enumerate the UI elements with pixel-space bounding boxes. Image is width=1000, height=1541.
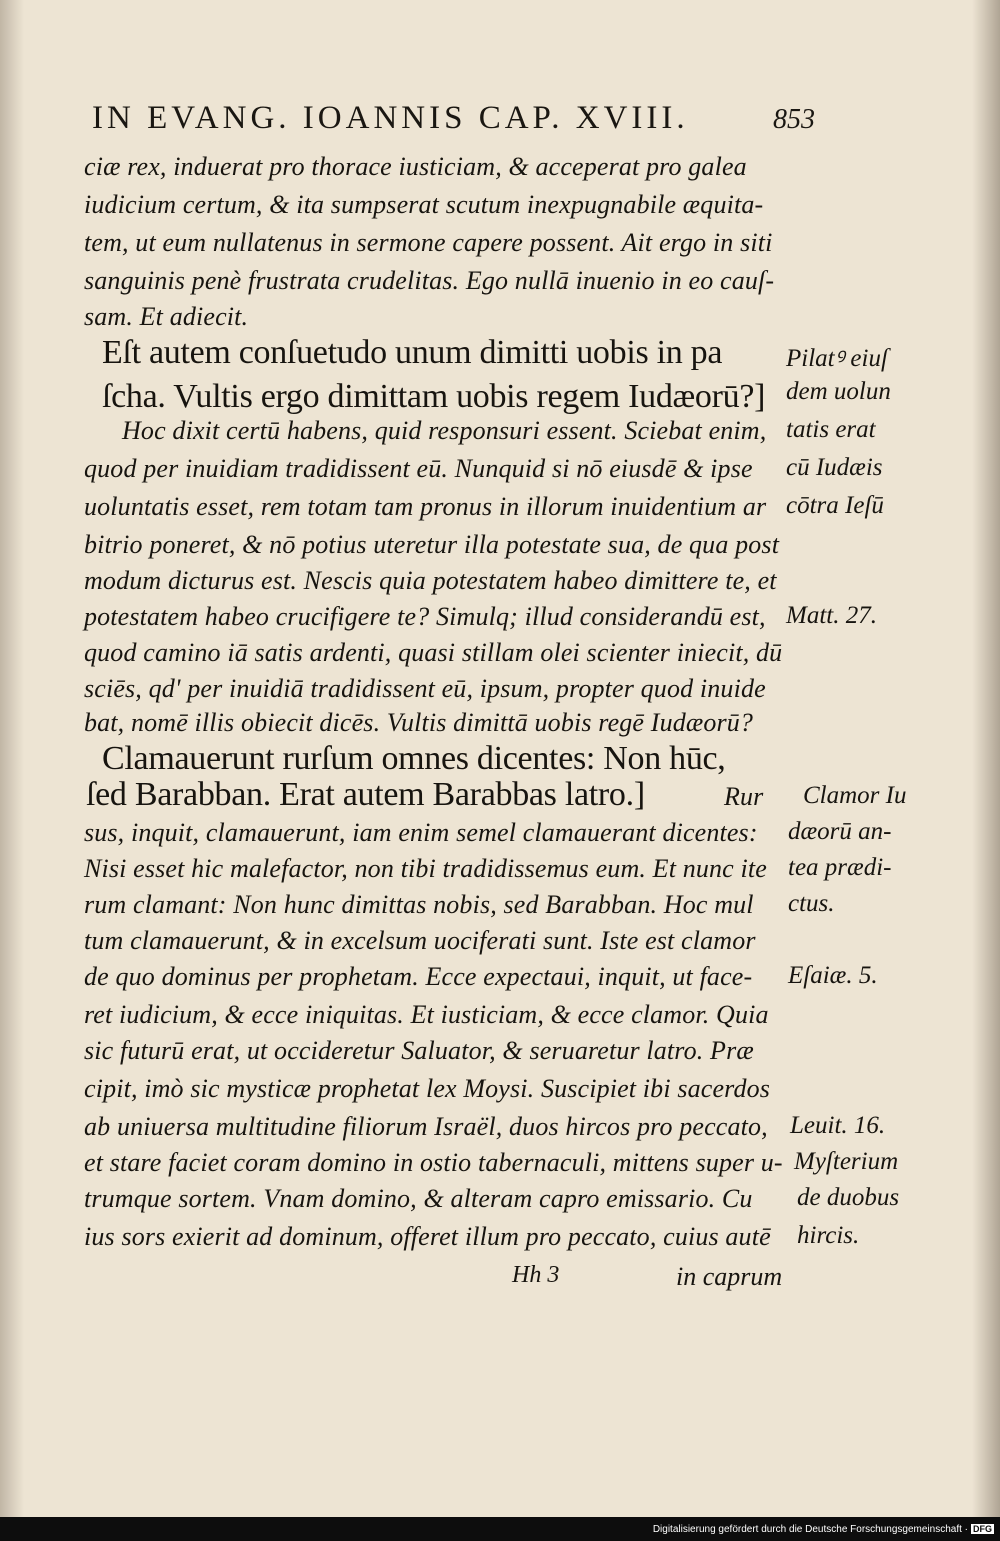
text-line: bitrio poneret, & nō potius uteretur illa potestate sua, de qua post <box>84 530 780 559</box>
text-line: ciæ rex, induerat pro thorace iusticiam, & acceperat pro galea <box>84 152 747 181</box>
lemma-line: Eſt autem conſuetudo unum dimitti uobis in pa <box>102 334 723 371</box>
text-line: bat, nomē illis obiecit dicēs. Vultis dimittā uobis regē Iudæorū? <box>84 708 754 737</box>
lemma-line: ſcha. Vultis ergo dimittam uobis regem Iudæorū?] <box>102 378 766 415</box>
margin-note: dem uolun <box>786 378 891 405</box>
margin-note: tatis erat <box>786 416 876 443</box>
text-line: sanguinis penè frustrata crudelitas. Ego nullā inuenio in eo cauſ- <box>84 266 775 295</box>
margin-note: dæorū an- <box>788 818 892 845</box>
text-line: Nisi esset hic malefactor, non tibi tradidissemus eum. Et nunc ite <box>84 854 767 883</box>
text-line: sic futurū erat, ut occideretur Saluator, & seruaretur latro. Præ <box>84 1036 754 1065</box>
text-line: Hoc dixit certū habens, quid responsuri essent. Sciebat enim, <box>122 416 767 445</box>
margin-note: tea prædi- <box>788 854 892 881</box>
text-line: et stare faciet coram domino in ostio tabernaculi, mittens super u- <box>84 1148 783 1177</box>
margin-note: Myſterium <box>794 1148 899 1175</box>
margin-note: Eſaiæ. 5. <box>788 962 878 989</box>
text-line: trumque sortem. Vnam domino, & alteram capro emissario. Cu <box>84 1184 753 1213</box>
text-line: quod camino iā satis ardenti, quasi stillam olei scienter iniecit, dū <box>84 638 783 667</box>
text-line: iudicium certum, & ita sumpserat scutum inexpugnabile æquita- <box>84 190 764 219</box>
text-line: modum dicturus est. Nescis quia potestatem habeo dimittere te, et <box>84 566 777 595</box>
text-line: de quo dominus per prophetam. Ecce expectaui, inquit, ut face- <box>84 962 753 991</box>
margin-note: Clamor Iu <box>803 782 907 809</box>
margin-note: ctus. <box>788 890 835 917</box>
lemma-line: Clamauerunt rurſum omnes dicentes: Non hūc, <box>102 740 726 777</box>
text-line: potestatem habeo crucifigere te? Simulq; illud considerandū est, <box>84 602 766 631</box>
margin-note: cū Iudæis <box>786 454 883 481</box>
margin-note: Matt. 27. <box>786 602 877 629</box>
text-line: sam. Et adiecit. <box>84 302 249 331</box>
text-line: ab uniuersa multitudine filiorum Israël, duos hircos pro peccato, <box>84 1112 768 1141</box>
signature-mark: Hh 3 <box>512 1262 560 1288</box>
credit-text: Digitalisierung gefördert durch die Deutsche Forschungsgemeinschaft · <box>652 1524 968 1535</box>
digitization-credit <box>653 1524 994 1535</box>
text-line: tum clamauerunt, & in excelsum uociferati sunt. Iste est clamor <box>84 926 756 955</box>
text-line: uoluntatis esset, rem totam tam pronus in illorum inuidentium ar <box>84 492 767 521</box>
run-in-text: Rur <box>724 782 764 811</box>
margin-note: de duobus <box>797 1184 900 1211</box>
text-line: sciēs, qd' per inuidiā tradidissent eū, ipsum, propter quod inuide <box>84 674 766 703</box>
running-head: IN EVANG. IOANNIS CAP. XVIII. <box>92 100 689 136</box>
dfg-logo: DFG <box>973 1524 992 1534</box>
text-line: ret iudicium, & ecce iniquitas. Et iusticiam, & ecce clamor. Quia <box>84 1000 769 1029</box>
text-line: ius sors exierit ad dominum, offeret illum pro peccato, cuius autē <box>84 1222 771 1251</box>
lemma-line: ſed Barabban. Erat autem Barabbas latro.] <box>86 776 645 813</box>
catchword: in caprum <box>676 1262 783 1291</box>
margin-note: Leuit. 16. <box>790 1112 886 1139</box>
text-line: tem, ut eum nullatenus in sermone capere possent. Ait ergo in siti <box>84 228 773 257</box>
text-line: rum clamant: Non hunc dimittas nobis, sed Barabban. Hoc mul <box>84 890 754 919</box>
margin-note: cōtra Ieſū <box>786 492 884 519</box>
margin-note: hircis. <box>797 1222 860 1249</box>
page-number: 853 <box>773 104 815 135</box>
text-line: quod per inuidiam tradidissent eū. Nunquid si nō eiusdē & ipse <box>84 454 753 483</box>
text-line: sus, inquit, clamauerunt, iam enim semel clamauerant dicentes: <box>84 818 758 847</box>
margin-note: Pilatꝰ eiuſ <box>786 345 888 372</box>
text-line: cipit, imò sic mysticæ prophetat lex Moysi. Suscipiet ibi sacerdos <box>84 1074 771 1103</box>
